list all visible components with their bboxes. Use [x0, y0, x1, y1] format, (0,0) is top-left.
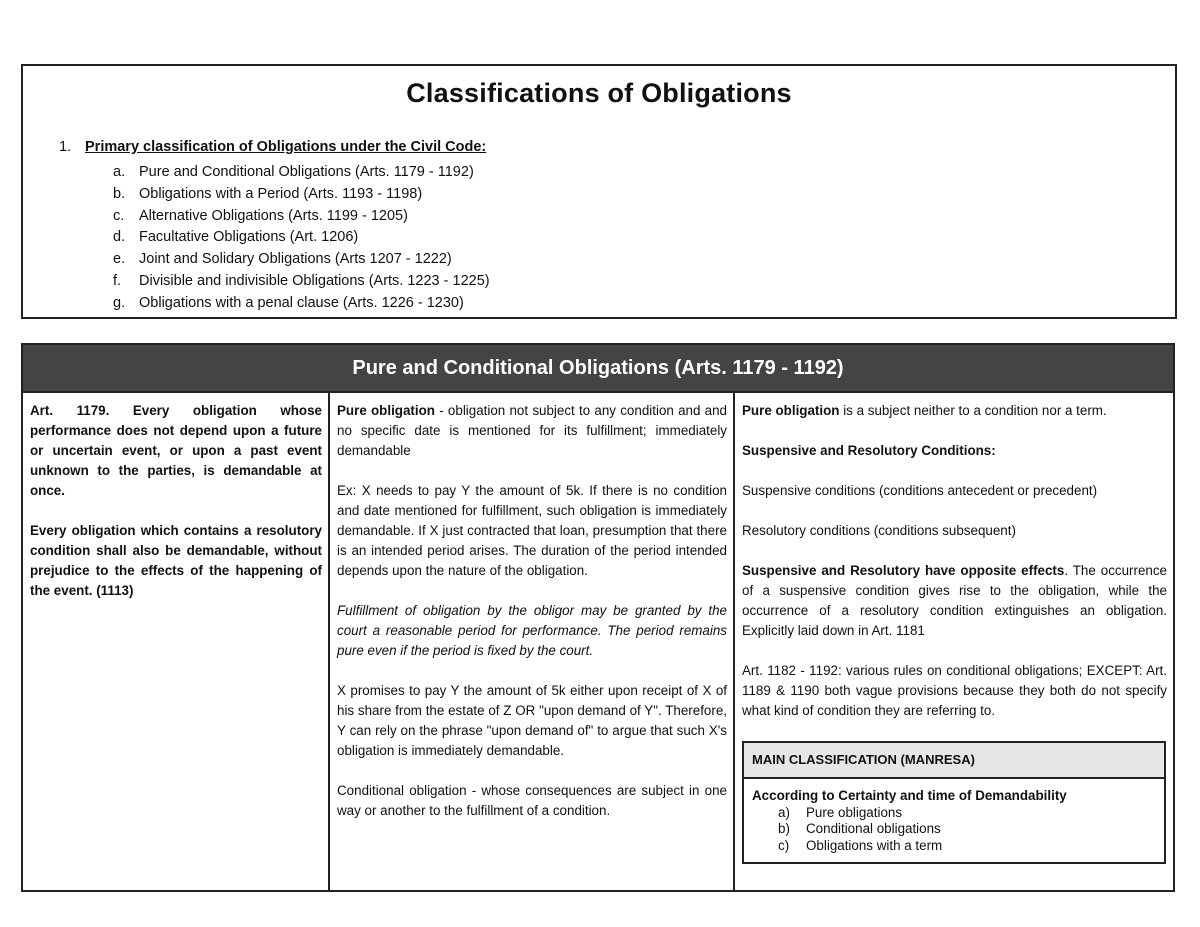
promise-example: X promises to pay Y the amount of 5k either upon receipt of X of his share from the estate of Z OR "upon demand of Y". Therefore, Y can rely on the phrase "upon demand of" to argue that such X's obligation is immediately demandable.: [337, 683, 727, 758]
example-paragraph: Ex: X needs to pay Y the amount of 5k. If there is no condition and date mentioned for fulfillment, such obligation is immediately demandable. If X just contracted that loan, presumption that there is an intended period arises. The duration of the period intended depends upon the nature of the obligation.: [337, 483, 727, 578]
classification-box: [21, 64, 1177, 319]
list-item: a. Pure and Conditional Obligations (Arts. 1179 - 1192): [113, 164, 474, 180]
article-1179-text: Art. 1179. Every obligation whose performance does not depend upon a future or uncertain event, or upon a past event unknown to the parties, is demandable at once.: [30, 403, 322, 498]
suspensive-conditions: Suspensive conditions (conditions antecedent or precedent): [742, 483, 1098, 498]
list-item: b) Conditional obligations: [778, 821, 941, 836]
list-item: f. Divisible and indivisible Obligations (Arts. 1223 - 1225): [113, 272, 490, 289]
suspensive-resolutory-heading: Suspensive and Resolutory Conditions:: [742, 443, 996, 458]
conditional-obligation-definition: Conditional obligation - whose consequences are subject in one way or another to the fulfillment of a condition.: [337, 783, 727, 818]
section-header: Pure and Conditional Obligations (Arts. 1179 - 1192): [23, 345, 1173, 393]
conditional-rules-note: Art. 1182 - 1192: various rules on conditional obligations; EXCEPT: Art. 1189 & 1190 both vague provisions because they both do not specify what kind of condition they are referring to.: [742, 663, 1167, 718]
list-item: e. Joint and Solidary Obligations (Arts 1207 - 1222): [113, 251, 452, 268]
document-title: Classifications of Obligations: [406, 78, 792, 108]
explanation-column: [330, 393, 735, 890]
list-item: a) Pure obligations: [778, 804, 903, 820]
list-item: d. Facultative Obligations (Art. 1206): [113, 229, 359, 246]
court-period-note: Fulfillment of obligation by the obligor may be granted by the court a reasonable period for performance. The period remains pure even if the period is fixed by the court.: [337, 603, 727, 658]
pure-obligation-note: Pure obligation is a subject neither to a condition nor a term.: [742, 403, 1107, 418]
list-item: c. Alternative Obligations (Arts. 1199 - 1205): [113, 207, 408, 224]
manresa-list: [752, 805, 1156, 855]
primary-classification: [59, 139, 486, 155]
list-item: c) Obligations with a term: [778, 837, 943, 853]
primary-heading: Primary classification of Obligations under the Civil Code:: [85, 139, 487, 155]
resolutory-conditions: Resolutory conditions (conditions subsequent): [742, 523, 1016, 538]
pure-obligation-definition: Pure obligation - obligation not subject to any condition and and no specific date is mentioned for its fulfillment; immediately demandable: [337, 403, 727, 458]
list-item: g. Obligations with a penal clause (Arts. 1226 - 1230): [113, 294, 464, 311]
article-1179-second-paragraph: Every obligation which contains a resolutory condition shall also be demandable, without prejudice to the effects of the happening of the event. (1113): [30, 523, 322, 598]
manresa-body: [744, 779, 1164, 862]
pure-conditional-table: [21, 343, 1175, 892]
primary-number: 1.: [59, 139, 72, 155]
opposite-effects-note: Suspensive and Resolutory have opposite effects. The occurrence of a suspensive condition gives rise to the obligation, while the occurrence of a resolutory condition extinguishes an obligation. Explicitly laid down in Art. 1181: [742, 563, 1167, 638]
list-item: b. Obligations with a Period (Arts. 1193 - 1198): [113, 185, 423, 202]
article-column: [23, 393, 330, 890]
manresa-subheading: According to Certainty and time of Demandability: [752, 788, 1067, 803]
manresa-classification-box: [742, 741, 1166, 864]
classification-list: [113, 162, 490, 315]
notes-column: [735, 393, 1173, 890]
manresa-heading: MAIN CLASSIFICATION (MANRESA): [744, 743, 1164, 779]
table-columns: [23, 393, 1173, 890]
